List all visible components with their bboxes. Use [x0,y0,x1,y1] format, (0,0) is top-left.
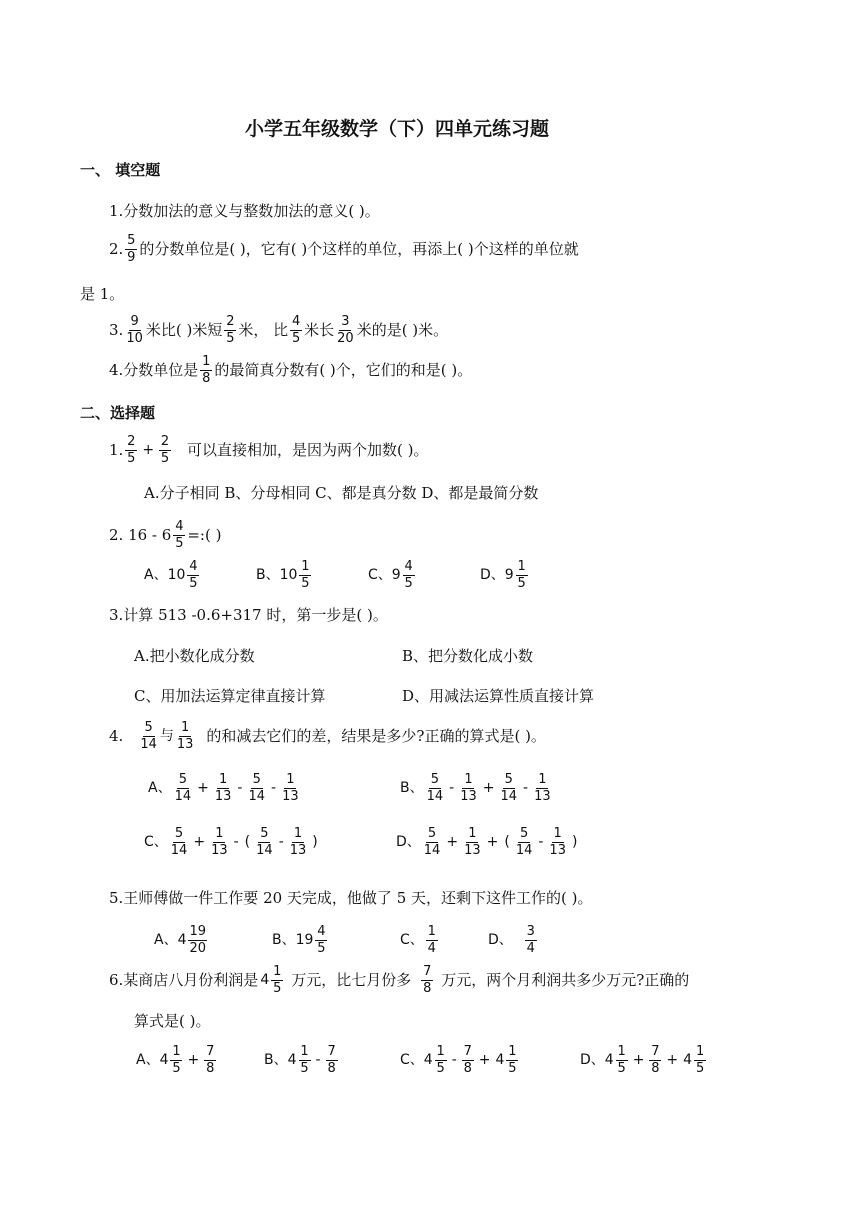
option-label: D、 [396,834,421,851]
option-label: B、4 [264,1052,297,1069]
right-paren: ) [312,834,318,851]
numerator: 1 [427,924,436,939]
numerator: 19 [189,924,207,939]
denominator: 14 [174,788,192,804]
denominator: 4 [526,940,535,956]
choice-question-5: 5.王师傅做一件工作要 20 天完成，他做了 5 天，还剩下这件工作的( )。 [109,889,593,907]
denominator: 8 [423,980,432,996]
question-text: 米长 [304,320,335,339]
choice-question-2-option-a [144,560,201,590]
denominator: 14 [256,842,273,858]
denominator: 13 [211,842,228,858]
numerator: 1 [273,964,282,979]
denominator: 13 [460,788,477,804]
choice-question-3: 3.计算 513 -0.6+317 时，第一步是( )。 [109,606,388,624]
choice-question-6-option-d [580,1045,708,1075]
numerator: 5 [519,826,529,841]
fraction [462,1045,474,1075]
option-label: C、9 [368,567,401,584]
fraction [421,965,433,995]
numerator: 3 [341,314,350,329]
numerator: 1 [180,720,190,735]
denominator: 14 [426,788,444,804]
numerator: 5 [430,772,440,787]
choice-question-2-option-d [480,560,530,590]
numerator: 7 [327,1044,336,1059]
denominator: 5 [172,1060,181,1076]
plus-sign: + [632,1052,645,1069]
fraction [548,827,567,857]
question-text: 米， 比 [238,320,289,339]
minus-sign: - [237,780,243,797]
denominator: 20 [337,330,354,346]
denominator: 14 [500,788,518,804]
numerator: 5 [504,772,513,787]
fraction [694,1045,706,1075]
minus-sign: - [271,780,277,797]
fraction [139,721,158,751]
fraction [176,721,195,751]
choice-question-2-option-c [368,560,417,590]
denominator: 13 [214,788,232,804]
option-label: C、 [400,932,424,949]
denominator: 5 [301,575,310,591]
question-text: 2. 16 - 6 [109,525,172,544]
fraction [423,827,442,857]
option-label: D、4 [580,1052,614,1069]
fraction [289,827,308,857]
denominator: 5 [617,1060,626,1076]
denominator: 8 [651,1060,660,1076]
denominator: 8 [327,1060,336,1076]
denominator: 14 [515,842,533,858]
numerator: 4 [175,519,184,534]
fraction [170,827,189,857]
numerator: 1 [468,826,477,841]
question-text: 米比( )米短 [145,320,223,339]
fraction [616,1045,628,1075]
numerator: 7 [651,1044,660,1059]
left-paren: ( [244,834,251,851]
numerator: 1 [202,354,211,369]
fraction [463,827,482,857]
option-label: D、 [488,932,513,949]
fraction [173,520,185,550]
fraction [299,1045,311,1075]
option-label: B、19 [272,932,314,949]
question-text: =:( ) [187,525,222,544]
fill-question-1: 1.分数加法的意义与整数加法的意义( )。 [109,202,380,220]
fraction [170,1045,182,1075]
question-text: 的最简真分数有( )个，它们的和是( )。 [214,360,473,379]
numerator: 1 [172,1044,181,1059]
choice-question-2-option-b [256,560,313,590]
minus-sign: - [538,834,544,851]
numerator: 1 [300,1044,309,1059]
option-label: A、 [148,780,172,797]
choice-question-6-option-c [400,1045,520,1075]
plus-sign: + [666,1052,679,1069]
numerator: 1 [286,772,295,787]
option-label: D、9 [480,567,514,584]
denominator: 5 [273,980,282,996]
page-title: 小学五年级数学（下）四单元练习题 [245,118,550,140]
denominator: 14 [423,842,441,858]
question-text: 万元，两个月利润共多少万元?正确的 [441,970,690,989]
left-paren: ( [504,834,510,851]
question-text: 4.分数单位是 [109,360,199,379]
numerator: 5 [427,826,437,841]
choice-question-2 [109,520,221,550]
choice-question-3-option-a: A.把小数化成分数 [134,647,255,665]
option-label: B、 [400,780,424,797]
question-text: 的分数单位是( )，它有( )个这样的单位，再添上( )个这样的单位就 [139,239,579,258]
question-text: 万元，比七月份多 [291,970,412,989]
question-number: 3. [109,320,124,339]
choice-question-1-options: A.分子相同 B、分母相同 C、都是真分数 D、都是最简分数 [144,484,539,502]
denominator: 10 [126,330,143,346]
fraction [533,773,552,803]
fraction [125,315,144,345]
question-number: 1. [109,440,124,459]
numerator: 4 [317,924,326,939]
numerator: 1 [436,1044,445,1059]
denominator: 4 [427,940,436,956]
section-heading-choice: 二、选择题 [80,404,156,422]
fraction [247,773,266,803]
denominator: 5 [189,575,198,591]
numerator: 1 [517,559,526,574]
denominator: 5 [404,575,413,591]
plus-sign: + [486,834,499,851]
numerator: 1 [508,1044,517,1059]
whole-number: 4 [683,1052,693,1069]
fraction [315,925,327,955]
choice-question-6 [109,965,689,995]
numerator: 2 [160,434,170,449]
choice-question-4-option-a [148,773,302,803]
denominator: 5 [436,1060,445,1076]
numerator: 7 [423,964,432,979]
section-heading-fill: 一、 填空题 [80,161,161,179]
fraction [299,560,311,590]
option-label: A、10 [144,567,186,584]
numerator: 1 [301,559,310,574]
denominator: 13 [282,788,299,804]
choice-question-5-option-a [154,925,209,955]
whole-number: 4 [495,1052,505,1069]
question-text: 的和减去它们的差，结果是多少?正确的算式是( )。 [206,726,546,745]
minus-sign: - [233,834,239,851]
choice-question-4-option-c [144,827,321,857]
numerator: 1 [617,1044,626,1059]
minus-sign: - [278,834,284,851]
fraction [214,773,233,803]
choice-question-4 [109,721,546,751]
numerator: 4 [189,559,198,574]
plus-sign: + [193,834,206,851]
plus-sign: + [197,780,209,797]
fill-question-4 [109,355,472,385]
question-number: 2. [109,239,124,258]
fraction [200,355,212,385]
denominator: 5 [160,450,170,466]
plus-sign: + [482,780,495,797]
minus-sign: - [523,780,529,797]
fraction [516,560,528,590]
fraction [649,1045,661,1075]
choice-question-4-option-b [400,773,554,803]
fraction [506,1045,518,1075]
question-number: 4. [109,726,124,745]
numerator: 3 [526,924,535,939]
fraction [290,315,302,345]
choice-question-5-option-c [400,925,440,955]
fraction [255,827,274,857]
numerator: 1 [538,772,547,787]
denominator: 8 [202,370,211,386]
fraction [125,435,137,465]
fraction [204,1045,216,1075]
conjunction: 与 [159,728,174,745]
denominator: 5 [291,330,301,346]
denominator: 14 [170,842,188,858]
plus-sign: + [142,442,155,459]
denominator: 5 [695,1060,705,1076]
fraction [159,435,171,465]
denominator: 14 [140,736,157,752]
fraction [525,925,537,955]
numerator: 4 [291,314,301,329]
option-label: C、 [144,834,168,851]
numerator: 1 [218,772,228,787]
fraction [271,965,283,995]
choice-question-6-continued: 算式是( )。 [134,1012,211,1030]
choice-question-3-option-c: C、用加法运算定律直接计算 [134,687,326,705]
numerator: 2 [226,314,235,329]
fraction [174,773,193,803]
fraction [224,315,236,345]
denominator: 5 [300,1060,309,1076]
plus-sign: + [187,1052,200,1069]
choice-question-5-option-d [488,925,539,955]
fraction [326,1045,338,1075]
numerator: 1 [293,826,303,841]
whole-number: 4 [260,972,270,989]
fraction [188,925,207,955]
numerator: 5 [178,772,187,787]
choice-question-3-option-b: B、把分数化成小数 [402,647,534,665]
denominator: 13 [289,842,307,858]
fraction [500,773,519,803]
denominator: 5 [517,575,526,591]
numerator: 9 [130,314,139,329]
denominator: 5 [317,940,326,956]
denominator: 8 [206,1060,215,1076]
numerator: 5 [252,772,261,787]
denominator: 13 [464,842,481,858]
fill-question-3 [109,315,448,345]
denominator: 8 [463,1060,472,1076]
denominator: 13 [176,736,194,752]
denominator: 13 [534,788,551,804]
minus-sign: - [449,780,455,797]
numerator: 5 [144,720,153,735]
numerator: 2 [127,434,136,449]
fraction [125,234,137,264]
question-text: 米的是( )米。 [356,320,449,339]
plus-sign: + [446,834,459,851]
numerator: 5 [127,233,136,248]
numerator: 1 [553,826,562,841]
numerator: 4 [404,559,413,574]
denominator: 5 [175,535,184,551]
numerator: 5 [174,826,184,841]
numerator: 7 [206,1044,215,1059]
numerator: 1 [215,826,224,841]
fraction [459,773,478,803]
right-paren: ) [571,834,578,851]
denominator: 13 [549,842,566,858]
denominator: 9 [127,249,136,265]
option-label: C、4 [400,1052,433,1069]
fill-question-2 [109,234,579,264]
choice-question-3-option-d: D、用减法运算性质直接计算 [402,687,595,705]
numerator: 7 [463,1044,472,1059]
fill-question-2-continued: 是 1。 [80,285,125,303]
numerator: 5 [260,826,269,841]
fraction [210,827,229,857]
plus-sign: + [478,1052,491,1069]
denominator: 14 [248,788,266,804]
question-text: 6.某商店八月份利润是 [109,970,259,989]
fraction [515,827,534,857]
option-label: A、4 [136,1052,169,1069]
denominator: 5 [508,1060,517,1076]
fraction [281,773,300,803]
numerator: 1 [695,1044,705,1059]
denominator: 5 [226,330,235,346]
choice-question-1 [109,435,429,465]
option-label: A、4 [154,932,187,949]
fraction [426,773,445,803]
choice-question-4-option-d [396,827,580,857]
fraction [403,560,415,590]
fraction [187,560,199,590]
minus-sign: - [315,1052,321,1069]
question-text: 可以直接相加，是因为两个加数( )。 [187,440,429,459]
numerator: 1 [464,772,473,787]
option-label: B、10 [256,567,298,584]
choice-question-6-option-b [264,1045,340,1075]
fraction [435,1045,447,1075]
fraction [336,315,355,345]
denominator: 20 [189,940,207,956]
choice-question-6-option-a [136,1045,218,1075]
denominator: 5 [127,450,136,466]
fraction [426,925,438,955]
minus-sign: - [451,1052,457,1069]
choice-question-5-option-b [272,925,329,955]
